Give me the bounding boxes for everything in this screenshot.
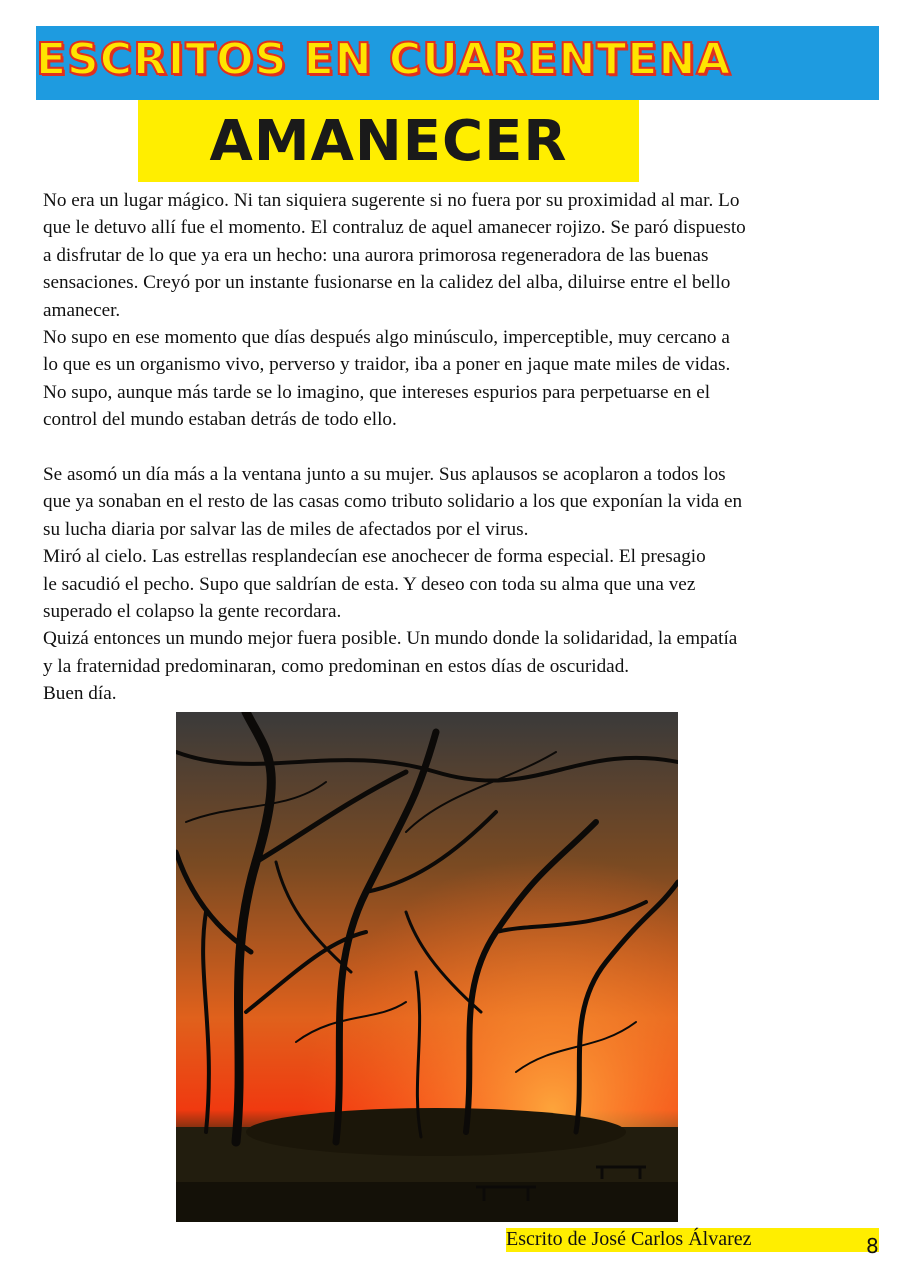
author-credit: Escrito de José Carlos Álvarez xyxy=(506,1228,752,1250)
body-line: su lucha diaria por salvar las de miles de afectados por el virus. xyxy=(43,518,529,540)
body-line: No supo, aunque más tarde se lo imagino, que intereses espurios para perpetuarse en el xyxy=(43,381,711,403)
body-line: lo que es un organismo vivo, perverso y traidor, iba a poner en jaque mate miles de vidas. xyxy=(43,354,731,376)
body-line: a disfrutar de lo que ya era un hecho: una aurora primorosa regeneradora de las buenas xyxy=(43,244,709,266)
article-title: AMANECER xyxy=(209,108,568,174)
body-line: No supo en ese momento que días después algo minúsculo, imperceptible, muy cercano a xyxy=(43,327,730,349)
article-title-box xyxy=(138,100,639,182)
body-line: Buen día. xyxy=(43,683,117,705)
sunrise-trees-image xyxy=(176,712,678,1222)
body-line: Se asomó un día más a la ventana junto a su mujer. Sus aplausos se acoplaron a todos los xyxy=(43,464,726,486)
body-line: No era un lugar mágico. Ni tan siquiera sugerente si no fuera por su proximidad al mar. Lo xyxy=(43,190,740,211)
body-line: control del mundo estaban detrás de todo ello. xyxy=(43,409,397,431)
sunrise-photo xyxy=(176,712,678,1222)
body-line: superado el colapso la gente recordara. xyxy=(43,601,342,623)
page-number: 8 xyxy=(866,1234,879,1258)
series-title: ESCRITOS EN CUARENTENA xyxy=(36,34,732,85)
paragraph-gap xyxy=(43,434,883,461)
body-line: que le detuvo allí fue el momento. El contraluz de aquel amanecer rojizo. Se paró dispuesto xyxy=(43,217,746,239)
body-line: Quizá entonces un mundo mejor fuera posible. Un mundo donde la solidaridad, la empatía xyxy=(43,628,738,650)
body-line: sensaciones. Creyó por un instante fusionarse en la calidez del alba, diluirse entre el bello xyxy=(43,272,731,294)
body-line: que ya sonaban en el resto de las casas como tributo solidario a los que exponían la vida en xyxy=(43,491,743,513)
body-line: amanecer. xyxy=(43,299,121,321)
body-line: le sacudió el pecho. Supo que saldrían de esta. Y deseo con toda su alma que una vez xyxy=(43,573,696,595)
body-line: y la fraternidad predominaran, como predominan en estos días de oscuridad. xyxy=(43,655,630,677)
body-line: Miró al cielo. Las estrellas resplandecían ese anochecer de forma especial. El presagio xyxy=(43,546,706,568)
article-body xyxy=(43,187,883,708)
